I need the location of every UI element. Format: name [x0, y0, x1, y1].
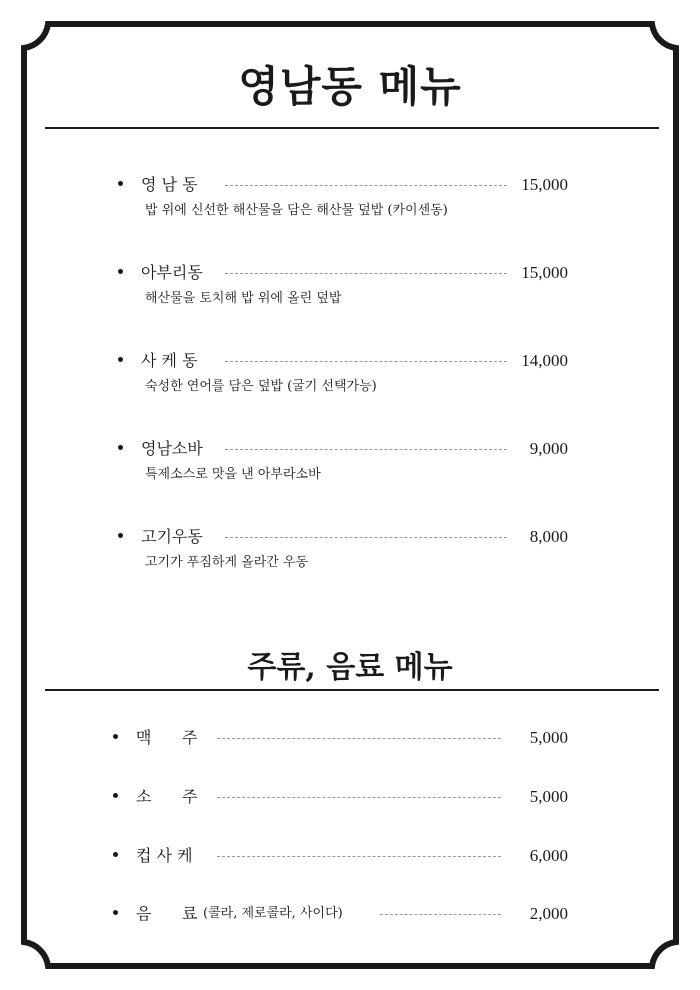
drink-item-price: 5,000	[529, 787, 568, 806]
menu-item-price: 8,000	[529, 527, 568, 546]
bullet-icon	[113, 910, 118, 915]
drink-item-name: 음 료	[136, 904, 198, 923]
menu-item	[118, 436, 608, 462]
dot-leader	[225, 185, 507, 186]
bullet-icon	[118, 533, 123, 538]
bullet-icon	[118, 357, 123, 362]
menu-item-name: 사 케 동	[141, 351, 198, 370]
bullet-icon	[113, 793, 118, 798]
menu-item-price: 14,000	[521, 351, 568, 370]
menu-item-description: 밥 위에 신선한 해산물을 담은 해산물 덮밥 (카이센동)	[145, 203, 448, 218]
drink-item	[113, 843, 608, 869]
menu-item-description: 해산물을 토치해 밥 위에 올린 덮밥	[145, 291, 342, 306]
menu-item	[118, 172, 608, 198]
drink-item-name: 컵 사 케	[136, 846, 193, 865]
drink-item-name: 맥 주	[136, 728, 198, 747]
dot-leader	[217, 738, 501, 739]
drink-item-note: (콜라, 제로콜라, 사이다)	[203, 906, 343, 921]
drink-item-price: 6,000	[529, 846, 568, 865]
bullet-icon	[118, 445, 123, 450]
drink-item-price: 5,000	[529, 728, 568, 747]
drink-item-price: 2,000	[529, 904, 568, 923]
drink-item	[113, 725, 608, 751]
bullet-icon	[113, 734, 118, 739]
menu-item-description: 고기가 푸짐하게 올라간 우동	[145, 555, 309, 570]
drinks-title: 주류, 음료 메뉴	[247, 650, 453, 685]
dot-leader	[225, 273, 507, 274]
menu-item-name: 아부리동	[141, 263, 203, 282]
menu-item	[118, 260, 608, 286]
dot-leader	[225, 537, 507, 538]
drink-item	[113, 784, 608, 810]
drink-item	[113, 901, 608, 927]
menu-item-price: 9,000	[529, 439, 568, 458]
bullet-icon	[118, 181, 123, 186]
bullet-icon	[118, 269, 123, 274]
menu-item	[118, 348, 608, 374]
menu-item-name: 영남소바	[141, 439, 203, 458]
menu-item-price: 15,000	[521, 175, 568, 194]
drinks-divider	[45, 689, 659, 691]
menu-item-name: 고기우동	[141, 527, 203, 546]
menu-item-price: 15,000	[521, 263, 568, 282]
bullet-icon	[113, 852, 118, 857]
menu-item-name: 영 남 동	[141, 175, 198, 194]
dot-leader	[380, 914, 501, 915]
dot-leader	[225, 361, 507, 362]
menu-title: 영남동 메뉴	[238, 62, 462, 111]
dot-leader	[217, 856, 501, 857]
menu-item	[118, 524, 608, 550]
dot-leader	[225, 449, 507, 450]
title-divider	[45, 127, 659, 129]
menu-item-description: 숙성한 연어를 담은 덮밥 (굴기 선택가능)	[145, 379, 377, 394]
menu-item-description: 특제소스로 맛을 낸 아부라소바	[145, 467, 321, 482]
drink-item-name: 소 주	[136, 787, 198, 806]
dot-leader	[217, 797, 501, 798]
